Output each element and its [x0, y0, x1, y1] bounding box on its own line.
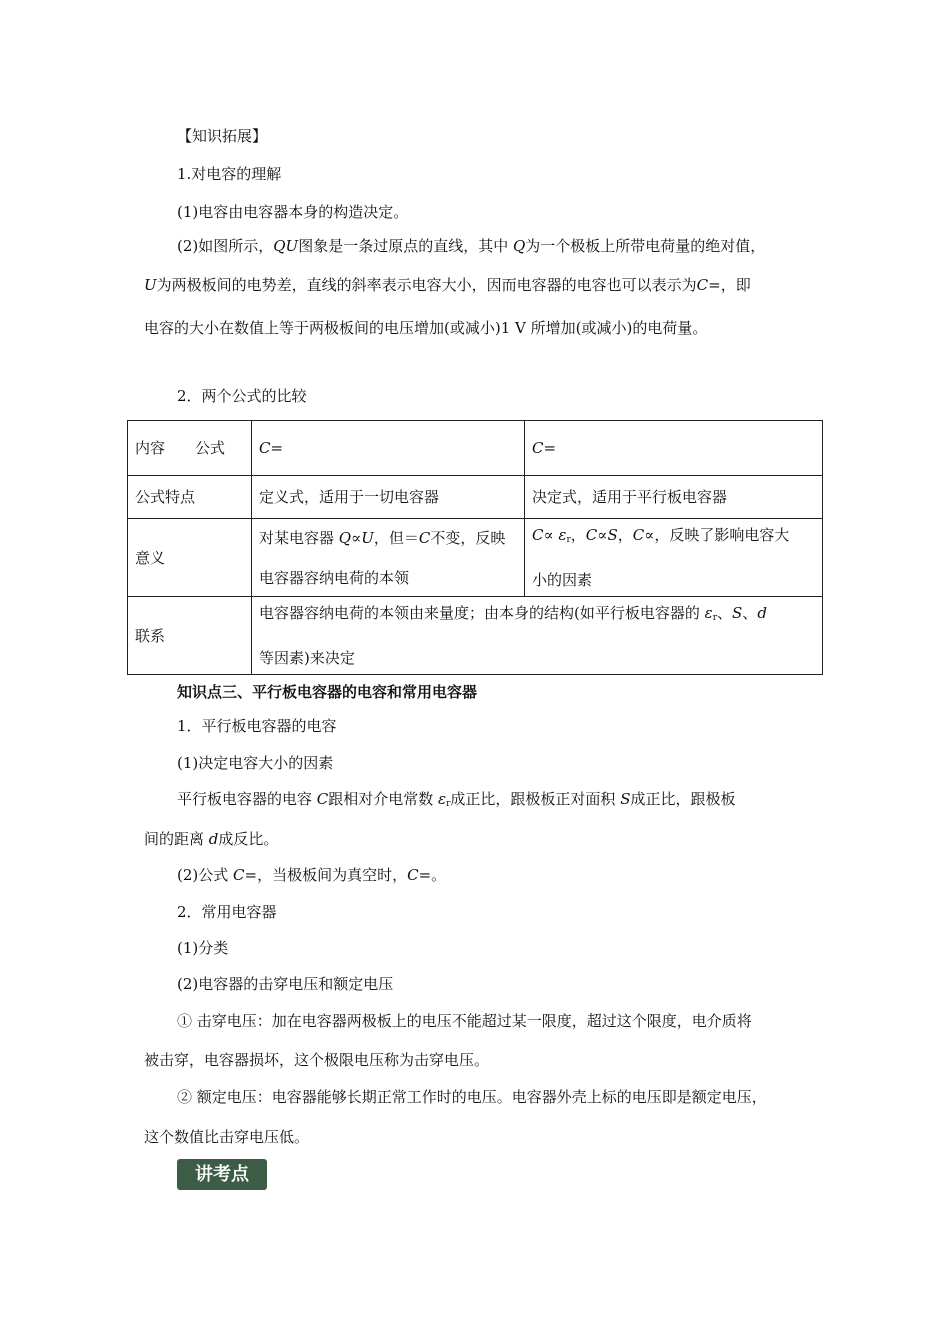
item-capacitance-structure: (1)电容由电容器本身的构造决定。: [177, 203, 409, 221]
item-classification: (1)分类: [177, 939, 229, 957]
item-capacitance-understanding: 1.对电容的理解: [177, 165, 282, 183]
item-common-capacitors: 2．常用电容器: [177, 903, 277, 921]
table-header-cell: C=: [252, 421, 525, 476]
key-points-badge: 讲考点: [177, 1159, 267, 1190]
section-three-heading: 知识点三、平行板电容器的电容和常用电容器: [177, 683, 478, 701]
table-cell: 公式特点: [128, 476, 252, 519]
table-cell: 联系: [128, 597, 252, 675]
table-row: [128, 421, 823, 476]
paragraph-qu-graph-line1: (2)如图所示，QU图象是一条过原点的直线，其中 Q为一个极板上所带电荷量的绝对值，: [177, 237, 766, 255]
item-determining-factors: (1)决定电容大小的因素: [177, 754, 334, 772]
table-cell: 电容器容纳电荷的本领由来量度；由本身的结构(如平行板电容器的 $\varepsilon_r$、S、d 等因素)来决定: [252, 597, 823, 675]
paragraph-breakdown-line2: 被击穿，电容器损坏，这个极限电压称为击穿电压。: [144, 1051, 490, 1069]
paragraph-factors-line2: 间的距离 d成反比。: [144, 830, 279, 848]
paragraph-qu-graph-line2: U为两极板间的电势差，直线的斜率表示电容大小，因而电容器的电容也可以表示为C=，即: [144, 276, 751, 294]
knowledge-extension-heading: 【知识拓展】: [177, 127, 268, 145]
paragraph-qu-graph-line3: 电容的大小在数值上等于两极板间的电压增加(或减小)1 V 所增加(或减小)的电荷量。: [144, 319, 708, 337]
table-cell: 对某电容器 Q∝U，但＝C不变，反映 电容器容纳电荷的本领: [252, 519, 525, 597]
table-cell: 定义式，适用于一切电容器: [252, 476, 525, 519]
table-header-cell: 内容 公式: [128, 421, 252, 476]
formula-comparison-table: [127, 420, 823, 675]
table-row: [128, 597, 823, 675]
table-row: [128, 476, 823, 519]
paragraph-rated-line2: 这个数值比击穿电压低。: [144, 1128, 310, 1146]
table-row: [128, 519, 823, 597]
table-cell: 意义: [128, 519, 252, 597]
table-cell: 决定式，适用于平行板电容器: [525, 476, 823, 519]
table-header-cell: C=: [525, 421, 823, 476]
formula-comparison-heading: 2．两个公式的比较: [177, 387, 307, 405]
table-cell: $C\propto \varepsilon_r$，C∝S，C∝，反映了影响电容大 小的因素: [525, 519, 823, 597]
item-voltages: (2)电容器的击穿电压和额定电压: [177, 975, 394, 993]
paragraph-breakdown-line1: ① 击穿电压：加在电容器两极板上的电压不能超过某一限度，超过这个限度，电介质将: [177, 1012, 752, 1030]
item-parallel-plate-capacitance: 1．平行板电容器的电容: [177, 717, 337, 735]
paragraph-rated-line1: ② 额定电压：电容器能够长期正常工作时的电压。电容器外壳上标的电压即是额定电压，: [177, 1088, 767, 1106]
paragraph-factors-line1: 平行板电容器的电容 C跟相对介电常数 $\varepsilon_r$成正比，跟极板正对面积 S成正比，跟极板: [177, 790, 736, 809]
item-formula: (2)公式 C=，当极板间为真空时，C=。: [177, 866, 447, 884]
